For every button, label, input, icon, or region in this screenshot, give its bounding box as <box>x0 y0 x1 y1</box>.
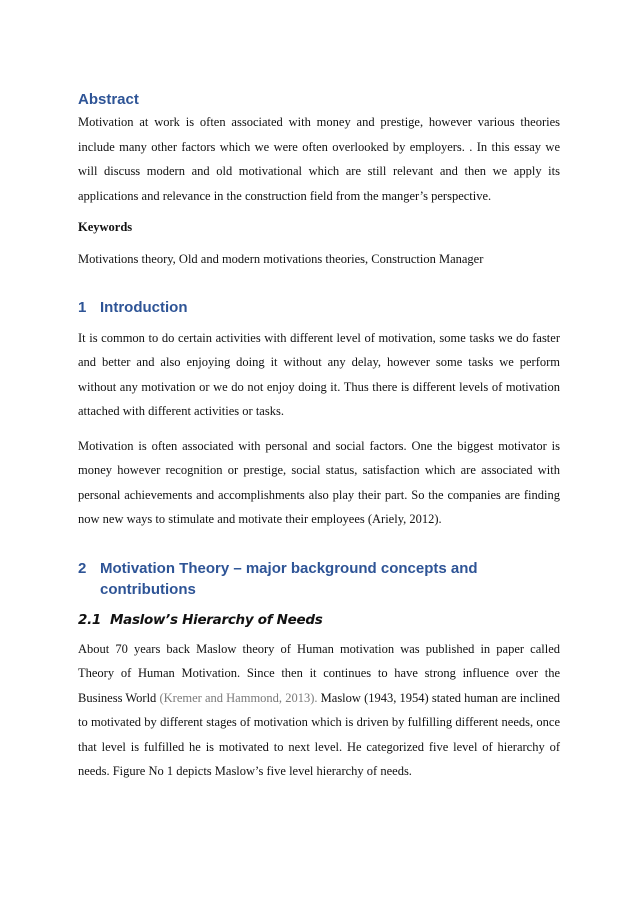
section-1-paragraph-1: It is common to do certain activities with different level of motivation, some tasks we do faster and better and also enjoying doing it without any delay, however some tasks we perform without any motivation or we do not enjoy doing it. Thus there is different levels of motivation attached with different activities or tasks. <box>78 330 560 418</box>
section-2-1-title: Maslow’s Hierarchy of Needs <box>110 611 323 628</box>
keywords-text: Motivations theory, Old and modern motivations theories, Construction Manager <box>78 252 484 266</box>
section-2-1-heading <box>78 612 560 628</box>
section-1-title: Introduction <box>100 298 188 316</box>
section-2-title: Motivation Theory – major background concepts and contributions <box>100 559 478 598</box>
paragraph-text-end: Maslow (1943, 1954) stated human are inclined to motivated by different stages of motivation which is driven by fulfilling different needs, once that level is fulfilled he is motivated to next level. He categorized five level of hierarchy of needs. Figure No 1 depicts Maslow’s five level hierarchy of needs. <box>78 690 560 778</box>
section-1-heading <box>78 297 560 318</box>
keywords-heading: Keywords <box>78 220 133 234</box>
section-1-paragraph-2: Motivation is often associated with personal and social factors. One the biggest motivator is money however recognition or prestige, social status, satisfaction which are associated with personal achievements and accomplishments also play their part. So the companies are finding now new ways to stimulate and motivate their employees (Ariely, 2012). <box>78 438 560 526</box>
document-content <box>78 90 560 784</box>
section-1-number: 1 <box>78 298 87 316</box>
citation: (Kremer and Hammond, 2013). <box>159 690 318 705</box>
paragraph-text-start: About 70 years back Maslow theory of Human motivation was published in paper called Theory of Human Motivation. Since then it continues to have strong influence over the Business World <box>78 641 560 705</box>
abstract-heading: Abstract <box>78 91 139 108</box>
section-2-1-number: 2.1 <box>78 611 102 628</box>
section-2-heading <box>78 558 560 600</box>
abstract-text: Motivation at work is often associated with money and prestige, however various theories include many other factors which we were often overlooked by employers. . In this essay we will discuss modern and old motivational which are still relevant and then we apply its applications and relevance in the construction field from the manger’s perspective. <box>78 115 560 203</box>
section-2-number: 2 <box>78 559 87 577</box>
section-2-1-paragraph <box>78 637 560 784</box>
